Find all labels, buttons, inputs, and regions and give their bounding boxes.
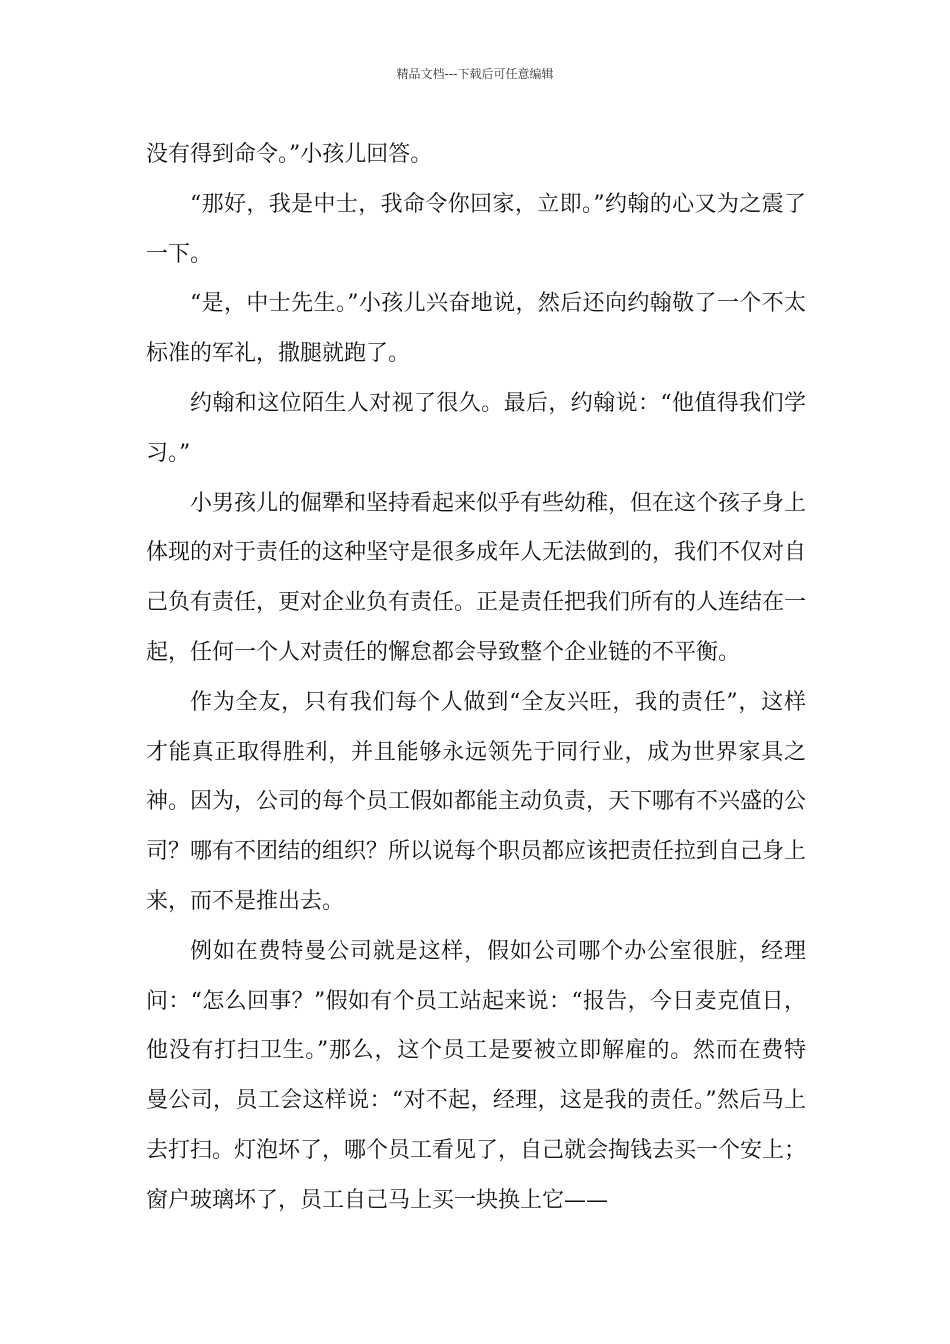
page-header: 精品文档---下载后可任意编辑 xyxy=(396,67,554,81)
paragraph-4: 约翰和这位陌生人对视了很久。最后，约翰说：“他值得我们学习。” xyxy=(146,390,806,466)
paragraph-1: 没有得到命令。”小孩儿回答。 xyxy=(146,142,433,167)
paragraph-5: 小男孩儿的倔犟和坚持看起来似乎有些幼稚，但在这个孩子身上体现的对于责任的这种坚守是很多成年人无法做到的，我们不仅对自己负有责任，更对企业负有责任。正是责任把我们所有的人连结在一起，任何一个人对责任的懈怠都会导致整个企业链的不平衡。 xyxy=(146,490,807,665)
document-body xyxy=(146,130,806,1226)
paragraph-6: 作为全友，只有我们每个人做到“全友兴旺，我的责任”，这样才能真正取得胜利，并且能够永远领先于同行业，成为世界家具之神。因为，公司的每个员工假如都能主动负责，天下哪有不兴盛的公司？哪有不团结的组织？所以说每个职员都应该把责任拉到自己身上来，而不是推出去。 xyxy=(146,689,807,914)
paragraph-7: 例如在费特曼公司就是这样，假如公司哪个办公室很脏，经理问：“怎么回事？”假如有个员工站起来说：“报告，今日麦克值日，他没有打扫卫生。”那么，这个员工是要被立即解雇的。然而在费特曼公司，员工会这样说：“对不起，经理，这是我的责任。”然后马上去打扫。灯泡坏了，哪个员工看见了，自己就会掏钱去买一个安上；窗户玻璃坏了，员工自己马上买一块换上它—— xyxy=(146,938,807,1213)
paragraph-2: “那好，我是中士，我命令你回家，立即。”约翰的心又为之震了一下。 xyxy=(146,191,806,267)
paragraph-3: “是，中士先生。”小孩儿兴奋地说，然后还向约翰敬了一个不太标准的军礼，撒腿就跑了。 xyxy=(146,291,806,367)
